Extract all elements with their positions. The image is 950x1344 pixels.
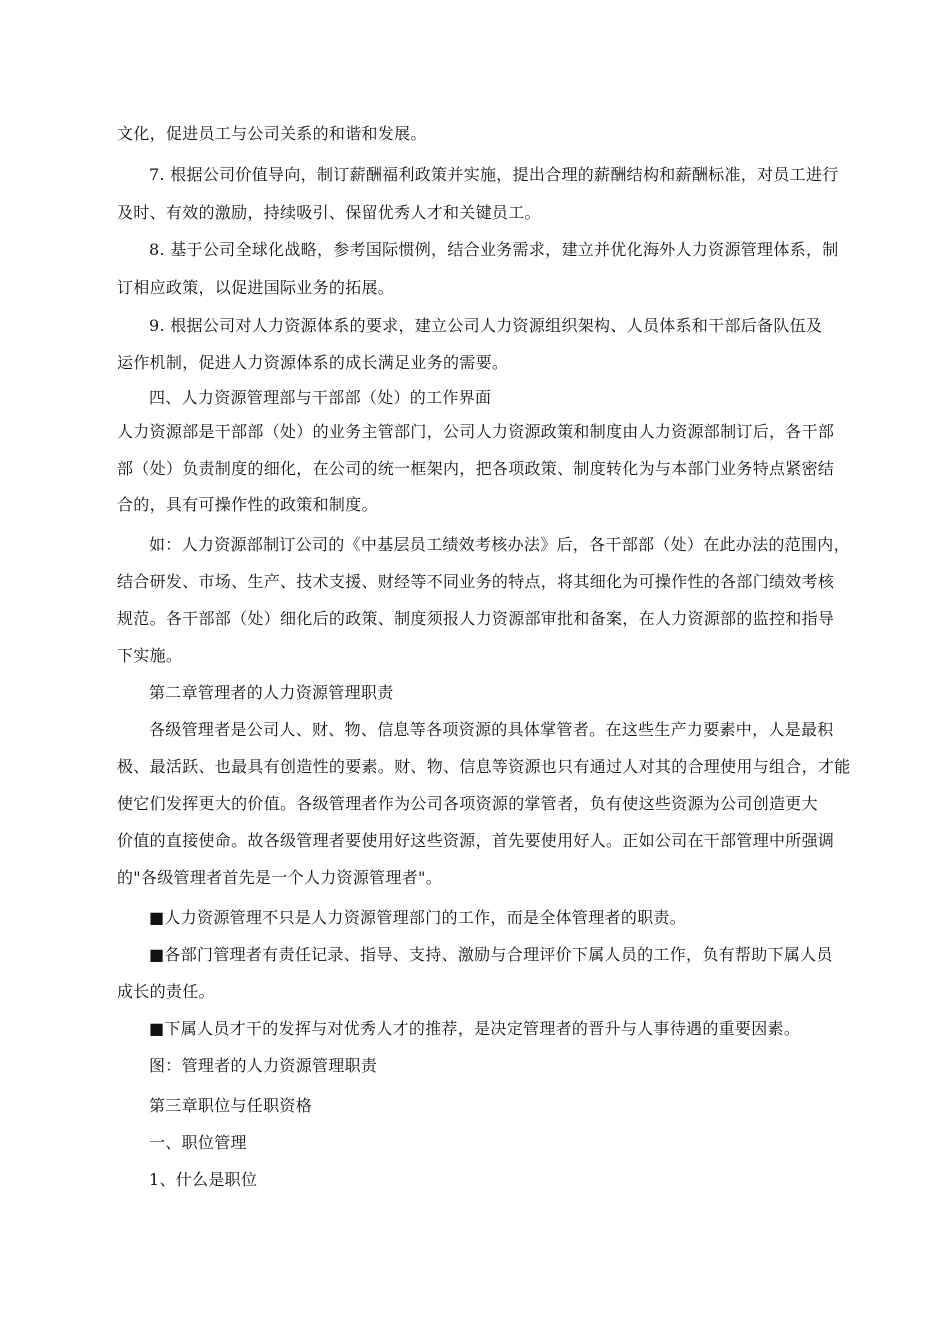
paragraph-line: 各级管理者是公司人、财、物、信息等各项资源的具体掌管者。在这些生产力要素中，人是最积 bbox=[149, 720, 834, 739]
paragraph-line: 运作机制，促进人力资源体系的成长满足业务的需要。 bbox=[117, 353, 509, 372]
paragraph-line: 订相应政策，以促进国际业务的拓展。 bbox=[117, 278, 395, 297]
chapter-heading: 第三章职位与任职资格 bbox=[149, 1096, 313, 1115]
paragraph-line: 人力资源部是干部部（处）的业务主管部门，公司人力资源政策和制度由人力资源部制订后，各干部 bbox=[117, 422, 835, 441]
paragraph-line: 下实施。 bbox=[117, 646, 183, 665]
section-heading: 一、职位管理 bbox=[149, 1133, 247, 1152]
paragraph-line: 及时、有效的激励，持续吸引、保留优秀人才和关键员工。 bbox=[117, 203, 541, 222]
paragraph-line: 8. 基于公司全球化战略，参考国际惯例，结合业务需求，建立并优化海外人力资源管理体系，制 bbox=[149, 240, 839, 259]
paragraph-line: 使它们发挥更大的价值。各级管理者作为公司各项资源的掌管者，负有使这些资源为公司创造更大 bbox=[117, 794, 818, 813]
paragraph-line: 规范。各干部部（处）细化后的政策、制度须报人力资源部审批和备案，在人力资源部的监控和指导 bbox=[117, 609, 835, 628]
bullet-item: ■各部门管理者有责任记录、指导、支持、激励与合理评价下属人员的工作，负有帮助下属人员 bbox=[149, 945, 833, 964]
paragraph-line: 极、最活跃、也最具有创造性的要素。财、物、信息等资源也只有通过人对其的合理使用与组合，才能 bbox=[117, 757, 851, 776]
subsection-heading: 1、什么是职位 bbox=[149, 1170, 258, 1189]
figure-caption: 图：管理者的人力资源管理职责 bbox=[149, 1056, 378, 1075]
paragraph-line: 价值的直接使命。故各级管理者要使用好这些资源，首先要使用好人。正如公司在干部管理中所强调 bbox=[117, 831, 835, 850]
paragraph-line: 9. 根据公司对人力资源体系的要求，建立公司人力资源组织架构、人员体系和干部后备队伍及 bbox=[149, 316, 823, 335]
paragraph-line: 结合研发、市场、生产、技术支援、财经等不同业务的特点，将其细化为可操作性的各部门绩效考核 bbox=[117, 572, 835, 591]
section-heading: 四、人力资源管理部与干部部（处）的工作界面 bbox=[149, 388, 492, 407]
chapter-heading: 第二章管理者的人力资源管理职责 bbox=[149, 683, 394, 702]
paragraph-line: 文化，促进员工与公司关系的和谐和发展。 bbox=[117, 124, 427, 143]
paragraph-line: 7. 根据公司价值导向，制订薪酬福利政策并实施，提出合理的薪酬结构和薪酬标准，对员工进行 bbox=[149, 165, 839, 184]
paragraph-line: 的"各级管理者首先是一个人力资源管理者"。 bbox=[117, 868, 443, 887]
paragraph-line: 如：人力资源部制订公司的《中基层员工绩效考核办法》后，各干部部（处）在此办法的范围内， bbox=[149, 535, 850, 554]
bullet-item: ■下属人员才干的发挥与对优秀人才的推荐，是决定管理者的晋升与人事待遇的重要因素。 bbox=[149, 1019, 801, 1038]
bullet-item: ■人力资源管理不只是人力资源管理部门的工作，而是全体管理者的职责。 bbox=[149, 908, 687, 927]
paragraph-line: 部（处）负责制度的细化，在公司的统一框架内，把各项政策、制度转化为与本部门业务特点紧密结 bbox=[117, 459, 835, 478]
paragraph-line: 成长的责任。 bbox=[117, 982, 215, 1001]
paragraph-line: 合的，具有可操作性的政策和制度。 bbox=[117, 495, 378, 514]
